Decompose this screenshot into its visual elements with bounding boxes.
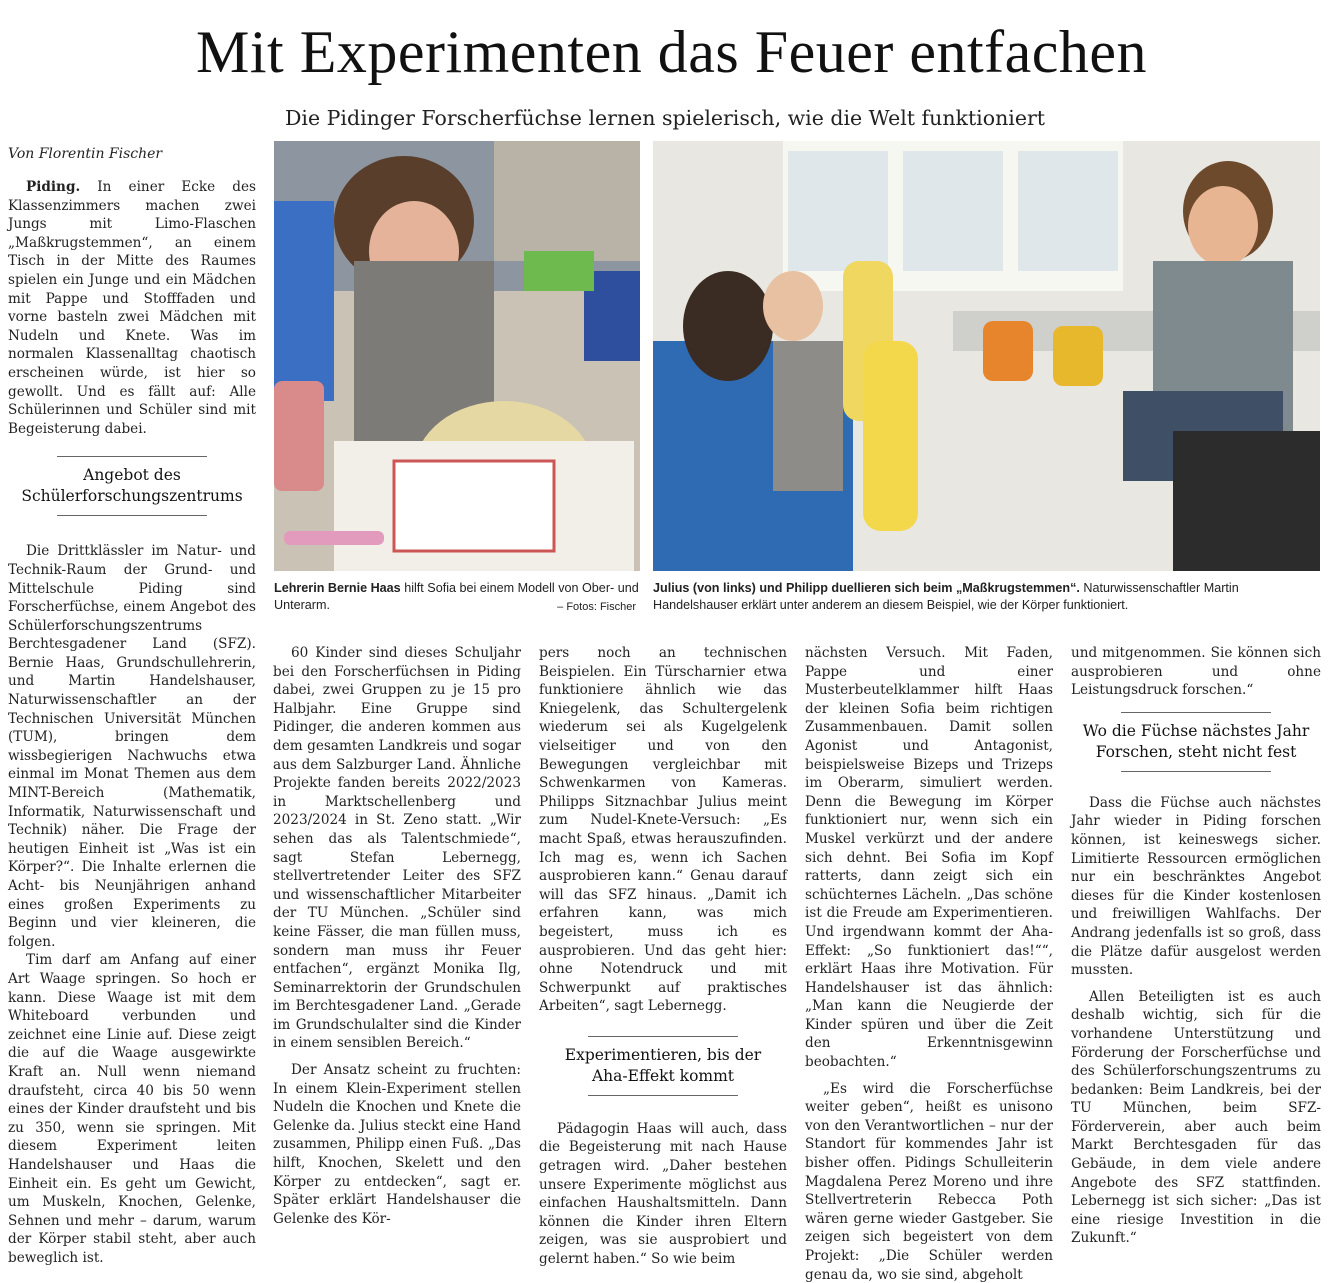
subhead-box (539, 1036, 787, 1096)
caption-left (274, 580, 644, 616)
lead-text: In einer Ecke des Klassenzimmers machen zwei Jungs mit Limo-Flaschen „Maßkrugstemmen“, an einem Tisch in der Mitte des Raumes spielen ein Junge und ein Mädchen mit Pappe und Stofffaden und vorne basteln zwei Mädchen mit Nudeln und Knete. Was im normalen Klassenalltag chaotisch erscheinen würde, ist hier so gewollt. Und es fällt auf: Alle Schülerinnen und Schüler sind mit Begeisterung dabei. (8, 179, 256, 437)
paragraph: Allen Beteiligten ist es auch deshalb wichtig, sich für die vorhandene Unterstützung und Förderung der Forscherfüchse und des Schülerforschungszentrums zu bedanken: Beim Landkreis, bei der TU München, beim SFZ-Förderverein, aber auch beim Markt Berchtesgaden für das Gebäude, in dem viele andere Angebote des SFZ stattfinden. Lebernegg ist sich sicher: „Das ist eine riesige Investition in die Zukunft.“ (1071, 988, 1321, 1247)
divider (1121, 712, 1271, 713)
dateline: Piding. (26, 179, 81, 195)
paragraph: Pädagogin Haas will auch, dass die Begeisterung mit nach Hause getragen wird. „Daher bestehen unsere Experimente möglichst aus einfachen Haushaltsmitteln. Dann können die Kinder ihren Eltern zeigen, was sie ausprobiert und gelernt haben.“ So wie beim (539, 1120, 787, 1268)
paragraph: pers noch an technischen Beispielen. Ein Türscharnier etwa funktioniere ähnlich wie das Kniegelenk, das Schultergelenk wiederum sei als Kugelgelenk vielseitiger und von den Bewegungen vergleichbar mit Schwenkarmen von Kameras. Philipps Sitznachbar Julius meint zum Nudel-Knete-Versuch: „Es macht Spaß, etwas herauszufinden. Ich mag es, wenn ich Sachen ausprobieren kann.“ Genau darauf will das SFZ hinaus. „Damit ich erfahren kann, was mich begeistert, muss ich es ausprobieren. Und das geht hier: ohne Notendruck und mit Schwerpunkt auf praktisches Arbeiten“, sagt Lebernegg. (539, 645, 787, 1015)
subheadline: Die Pidinger Forscherfüchse lernen spielerisch, wie die Welt funktioniert (284, 106, 1046, 130)
subhead-box (1071, 712, 1321, 772)
paragraph: Dass die Füchse auch nächstes Jahr wieder in Piding forschen können, ist keineswegs sicher. Limitierte Ressourcen ermöglichen nur ein beschränktes Angebot dieses für die Kinder kostenlosen und freiwilligen Wahlfachs. Der Andrang jedenfalls ist so groß, dass die Plätze dafür ausgelost werden mussten. (1071, 794, 1321, 979)
photo-credit: – Fotos: Fischer (557, 601, 636, 613)
paragraph: nächsten Versuch. Mit Faden, Pappe und einer Musterbeutelklammer hilft Haas der kleinen Sofia beim richtigen Zusammenbauen. Damit sollen Agonist und Antagonist, beispielsweise Bizeps und Trizeps im Oberarm, simuliert werden. Denn die Bewegung im Körper funktioniert nur, wenn sich ein Muskel verkürzt und der andere sich dehnt. Bei Sofia im Kopf ratterts, dann zeigt sich ein schüchternes Lächeln. „Das schöne ist die Freude am Experimentieren. Und irgendwann kommt der Aha-Effekt: „So funktioniert das!““, erklärt Haas ihre Motivation. Für Handelshauser ist das ähnlich: „Man kann die Neugierde der Kinder spüren und über die Zeit den Erkenntnisgewinn beobachten.“ (805, 645, 1053, 1071)
lead-paragraph (8, 178, 256, 438)
divider (1121, 771, 1271, 772)
paragraph: und mitgenommen. Sie können sich ausprobieren und ohne Leistungsdruck forschen.“ (1071, 645, 1321, 699)
paragraph: Tim darf am Anfang auf einer Art Waage springen. So hoch er kann. Diese Waage ist mit dem Whiteboard verbunden und zeichnet eine Linie auf. Diese zeigt die auf die Waage ausgewirkte Kraft an. Null wenn niemand draufsteht, circa 40 bis 50 wenn eines der Kinder draufsteht und bis zu 350, wenn sie springen. Mit diesem Experiment leiten Handelshauser und Haas die Einheit ein. Es geht um Gewicht, um Muskeln, Knochen, Gelenke, Sehnen und mehr – darum, warum der Körper stabil steht, aber auch beweglich ist. (8, 952, 256, 1266)
paragraph: 60 Kinder sind dieses Schuljahr bei den Forscherfüchsen in Piding dabei, zwei Gruppen zu je 15 pro Halbjahr. Eine Gruppe sind Pidinger, die anderen kommen aus dem gesamten Landkreis und sogar aus dem Salzburger Land. Ähnliche Projekte fanden bereits 2022/2023 in Marktschellenberg und 2023/2024 in St. Zeno statt. „Wir sehen das als Talentschmiede“, sagt Stefan Lebernegg, stellvertretender Leiter des SFZ und wissenschaftlicher Mitarbeiter der TU München. „Schüler sind keine Fässer, die man füllen muss, sondern man muss ihr Feuer entfachen“, ergänzt Monika Ilg, Seminarrektorin der Grundschulen im Berchtesgadener Land. „Gerade im Grundschulalter sind die Kinder in einem sensiblen Bereich.“ (273, 645, 521, 1052)
photo-image (653, 141, 1320, 571)
caption-text: hilft Sofia bei einem Modell von Ober- und Unterarm. (274, 581, 639, 612)
divider (57, 456, 207, 457)
caption-name: Julius (von links) und Philipp duellieren sich beim „Maßkrugstemmen“. (653, 581, 1080, 595)
divider (57, 515, 207, 516)
divider (588, 1095, 738, 1096)
paragraph: Die Drittklässler im Natur- und Technik-Raum der Grund- und Mittelschule Piding sind Forscherfüchse, einem Angebot des Schülerforschungszentrums Berchtesgadener Land (SFZ). Bernie Haas, Grundschullehrerin, und Martin Handelshauser, Naturwissenschaftler an der Technischen Universität München (TUM), bringen dem wissbegierigen Nachwuchs etwa einmal im Monat Themen aus dem MINT-Bereich (Mathematik, Informatik, Naturwissenschaft und Technik) näher. Die Frage der heutigen Einheit ist „Was ist ein Körper?“. Die Inhalte erlernen die Acht- bis Neunjährigen anhand eines großen Experiments zu Beginn und vier kleineren, die folgen. (8, 543, 256, 950)
photo-image (274, 141, 640, 571)
caption-right (653, 580, 1325, 614)
headline: Mit Experimenten das Feuer entfachen (196, 19, 1147, 85)
subhead: Wo die Füchse nächstes Jahr Forschen, steht nicht fest (1082, 721, 1310, 761)
paragraph: Der Ansatz scheint zu fruchten: In einem Klein-Experiment stellen Nudeln die Knochen und Knete die Gelenke da. Julius steckt eine Hand zusammen, Philipp einen Fuß. „Das hilft, Knochen, Skelett und den Körper zu entdecken“, sagt er. Später erklärt Handelshauser die Gelenke des Kör- (273, 1062, 521, 1227)
subhead-box (8, 456, 256, 516)
byline: Von Florentin Fischer (8, 146, 163, 162)
photo-kids-lifting-bottles (653, 141, 1320, 571)
column-1 (8, 178, 256, 1267)
column-4 (805, 644, 1053, 1283)
caption-name: Lehrerin Bernie Haas (274, 581, 401, 595)
paragraph: „Es wird die Forscherfüchse weiter geben“, heißt es unisono von den Verantwortlichen – nur der Standort für kommendes Jahr ist bisher offen. Pidings Schulleiterin Magdalena Perez Moreno und ihre Stellvertreterin Rebecca Poth wären gerne wieder Gastgeber. Sie zeigen sich begeistert von dem Projekt: „Die Schüler werden genau da, wo sie sind, abgeholt (805, 1080, 1053, 1283)
column-5 (1071, 644, 1321, 1248)
column-3 (539, 644, 787, 1269)
divider (588, 1036, 738, 1037)
subhead: Experimentieren, bis der Aha-Effekt kommt (564, 1045, 762, 1085)
column-2 (273, 644, 521, 1228)
caption-text: Naturwissenschaftler Martin Handelshauser erklärt unter anderem an diesem Beispiel, wie der Körper funktioniert. (653, 581, 1239, 612)
photo-teacher-helping-student (274, 141, 640, 571)
subhead: Angebot des Schülerforschungszentrums (21, 466, 243, 506)
